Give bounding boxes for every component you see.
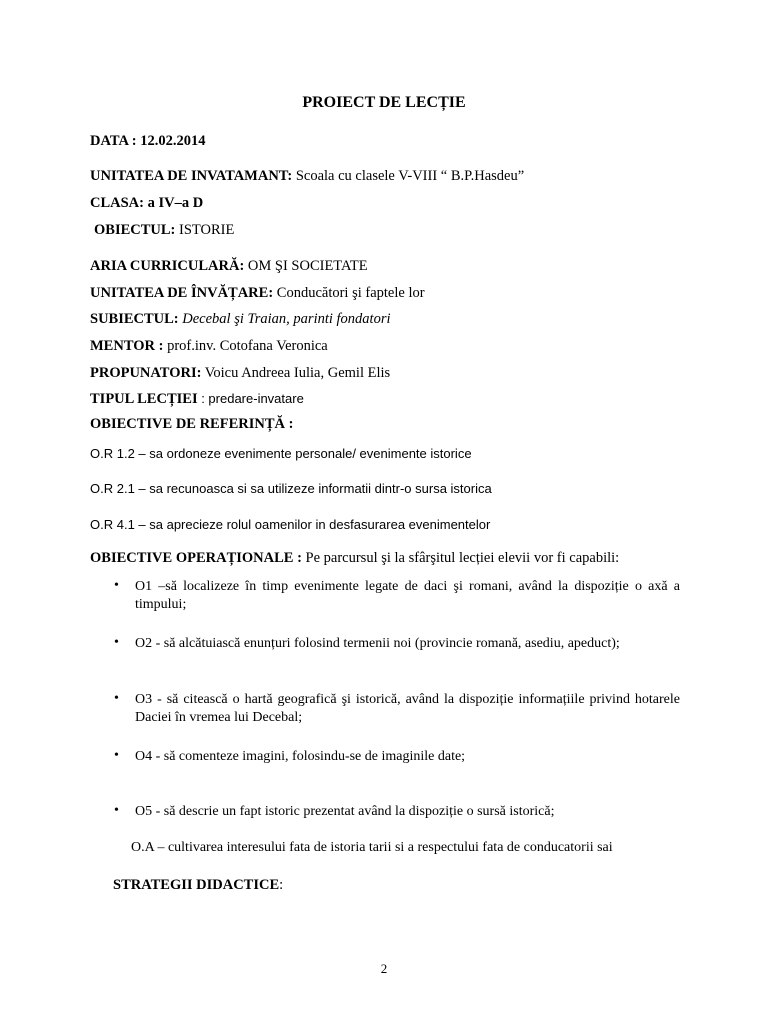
reference-objectives-heading [90, 416, 293, 433]
learning-unit-label: UNITATEA DE ÎNVĂȚARE: [90, 285, 274, 301]
operational-objectives-label: OBIECTIVE OPERAȚIONALE : [90, 550, 302, 566]
learning-unit-value: Conducători şi faptele lor [273, 285, 425, 301]
lesson-type-line [90, 391, 304, 408]
operational-objectives-heading [90, 550, 619, 567]
page-title: PROIECT DE LECȚIE [302, 94, 466, 111]
mentor-value: prof.inv. Cotofana Veronica [163, 338, 328, 354]
didactic-strategies-label: STRATEGII DIDACTICE [113, 877, 280, 893]
bullet-icon: • [114, 578, 119, 593]
reference-objective-2: O.R 2.1 – sa recunoasca si sa utilizeze informatii dintr-o sursa istorica [90, 481, 492, 496]
page-number: 2 [380, 961, 388, 976]
bullet-icon: • [114, 635, 119, 650]
operational-objective-text: O2 - să alcătuiască enunțuri folosind termenii noi (provincie romană, asediu, apeduct); [135, 636, 620, 651]
operational-objective-text: O4 - să comenteze imagini, folosindu-se de imaginile date; [135, 749, 466, 764]
operational-objective-text: O1 –să localizeze în timp evenimente legate de daci şi romani, având la dispoziție o axă a timpului; [135, 579, 680, 612]
didactic-strategies-heading [113, 877, 283, 894]
lesson-type-label: TIPUL LECȚIEI [90, 391, 198, 407]
class-line [90, 195, 203, 212]
curriculum-area-line [90, 258, 368, 275]
bullet-icon: • [114, 748, 119, 763]
date-line [90, 133, 205, 150]
school-value: Scoala cu clasele V-VIII “ B.P.Hasdeu” [292, 168, 525, 184]
bullet-icon: • [114, 803, 119, 818]
operational-objective-text: O5 - să descrie un fapt istoric prezentat având la dispoziție o sursă istorică; [135, 804, 555, 819]
class-label: CLASA: a IV–a D [90, 195, 204, 211]
date-label: DATA : 12.02.2014 [90, 133, 206, 149]
reference-objectives-label: OBIECTIVE DE REFERINȚĂ : [90, 416, 294, 432]
reference-objective-1: O.R 1.2 – sa ordoneze evenimente personale/ evenimente istorice [90, 446, 472, 461]
subject-line [94, 222, 234, 239]
school-line [90, 168, 524, 185]
proposers-value: Voicu Andreea Iulia, Gemil Elis [201, 365, 391, 381]
reference-objective-3: O.R 4.1 – sa aprecieze rolul oamenilor in desfasurarea evenimentelor [90, 517, 491, 532]
operational-objectives-intro: Pe parcursul şi la sfârşitul lecției elevii vor fi capabili: [301, 550, 620, 566]
mentor-line [90, 338, 328, 355]
bullet-icon: • [114, 691, 119, 706]
school-label: UNITATEA DE INVATAMANT: [90, 168, 293, 184]
affective-objective: O.A – cultivarea interesului fata de istoria tarii si a respectului fata de conducatorii sai [131, 840, 613, 855]
subject-label: OBIECTUL: [94, 222, 176, 238]
lesson-type-value: : predare-invatare [197, 391, 304, 406]
didactic-strategies-suffix: : [279, 877, 284, 893]
topic-line [90, 311, 391, 328]
operational-objective-text: O3 - să citească o hartă geografică şi istorică, având la dispoziție informațiile privind hotarele Daciei în vremea lui Decebal; [135, 692, 680, 725]
curriculum-area-value: OM ŞI SOCIETATE [244, 258, 368, 274]
mentor-label: MENTOR : [90, 338, 164, 354]
topic-label: SUBIECTUL: [90, 311, 179, 327]
learning-unit-line [90, 285, 425, 302]
curriculum-area-label: ARIA CURRICULARĂ: [90, 258, 245, 274]
topic-value: Decebal şi Traian, parinti fondatori [178, 311, 391, 327]
subject-value: ISTORIE [175, 222, 235, 238]
proposers-label: PROPUNATORI: [90, 365, 202, 381]
proposers-line [90, 365, 390, 382]
